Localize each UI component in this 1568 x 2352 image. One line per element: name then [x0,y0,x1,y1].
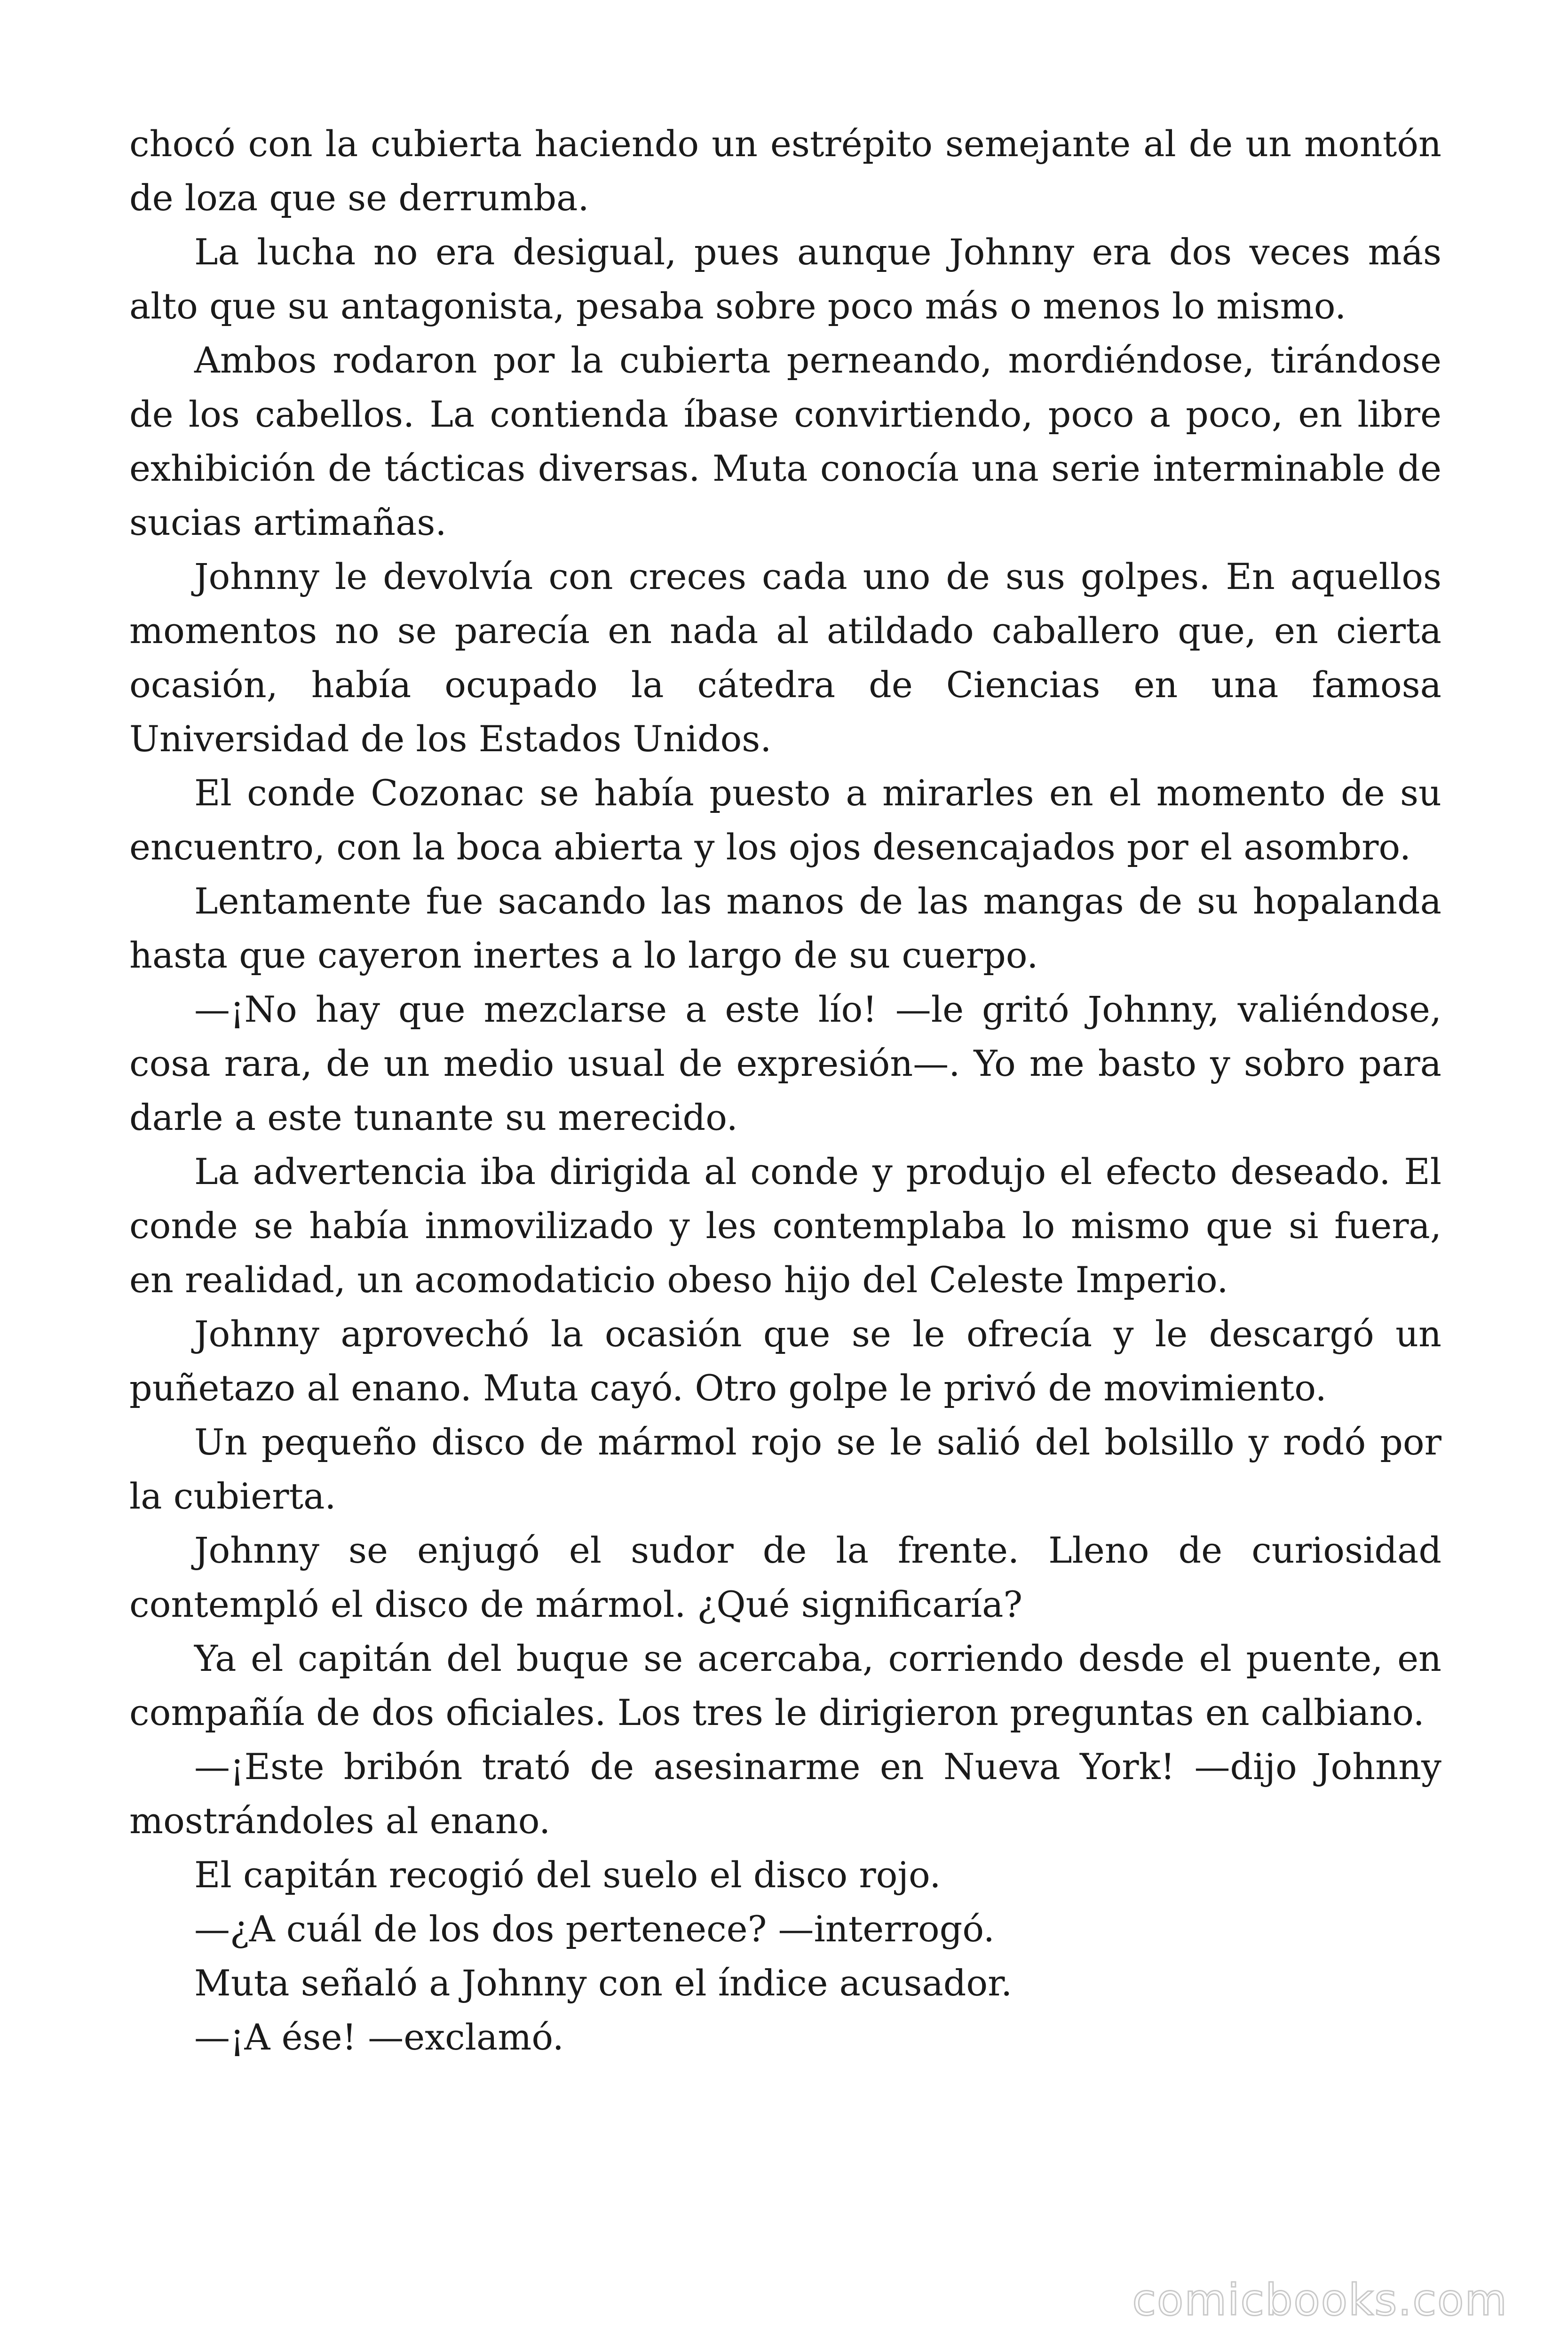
paragraph: El capitán recogió del suelo el disco rojo. [194,1854,941,1896]
paragraph: —¡No hay que mezclarse a este lío! —le gritó Johnny, valiéndose, cosa rara, de un medio usual de expresión—. Yo me basto y sobro para darle a este tunante su merecido. [129,988,1441,1138]
paragraph: La advertencia iba dirigida al conde y produjo el efecto deseado. El conde se había inmovilizado y les contemplaba lo mismo que si fuera, en realidad, un acomodaticio obeso hijo del Celeste Imperio. [129,1151,1441,1301]
paragraph: Ambos rodaron por la cubierta perneando, mordiéndose, tirándose de los cabellos. La contienda íbase convirtiendo, poco a poco, en libre exhibición de tácticas diversas. Muta conocía una serie interminable de sucias artimañas. [129,339,1441,543]
paragraph: Johnny se enjugó el sudor de la frente. Lleno de curiosidad contempló el disco de mármol. ¿Qué significaría? [129,1529,1441,1625]
paragraph: Un pequeño disco de mármol rojo se le salió del bolsillo y rodó por la cubierta. [129,1421,1441,1517]
paragraph: chocó con la cubierta haciendo un estrépito semejante al de un montón de loza que se derrumba. [129,123,1441,219]
paragraph: Muta señaló a Johnny con el índice acusador. [194,1962,1013,2004]
paragraph: Ya el capitán del buque se acercaba, corriendo desde el puente, en compañía de dos oficiales. Los tres le dirigieron preguntas en calbiano. [129,1637,1441,1733]
paragraph: —¡A ése! —exclamó. [194,2016,564,2058]
paragraph: La lucha no era desigual, pues aunque Johnny era dos veces más alto que su antagonista, pesaba sobre poco más o menos lo mismo. [129,231,1441,327]
paragraph: —¿A cuál de los dos pertenece? —interrogó. [194,1908,995,1950]
paragraph: Lentamente fue sacando las manos de las mangas de su hopalanda hasta que cayeron inertes a lo largo de su cuerpo. [129,880,1441,976]
watermark: comicbooks.com [1132,2275,1508,2325]
paragraph: —¡Este bribón trató de asesinarme en Nueva York! —dijo Johnny mostrándoles al enano. [129,1746,1441,1842]
paragraph: Johnny le devolvía con creces cada uno de sus golpes. En aquellos momentos no se parecía en nada al atildado caballero que, en cierta ocasión, había ocupado la cátedra de Ciencias en una famosa Universidad de los Estados Unidos. [129,556,1441,760]
paragraph: El conde Cozonac se había puesto a mirarles en el momento de su encuentro, con la boca abierta y los ojos desencajados por el asombro. [129,772,1441,868]
page-body [129,117,1441,2064]
paragraph: Johnny aprovechó la ocasión que se le ofrecía y le descargó un puñetazo al enano. Muta cayó. Otro golpe le privó de movimiento. [129,1313,1441,1409]
